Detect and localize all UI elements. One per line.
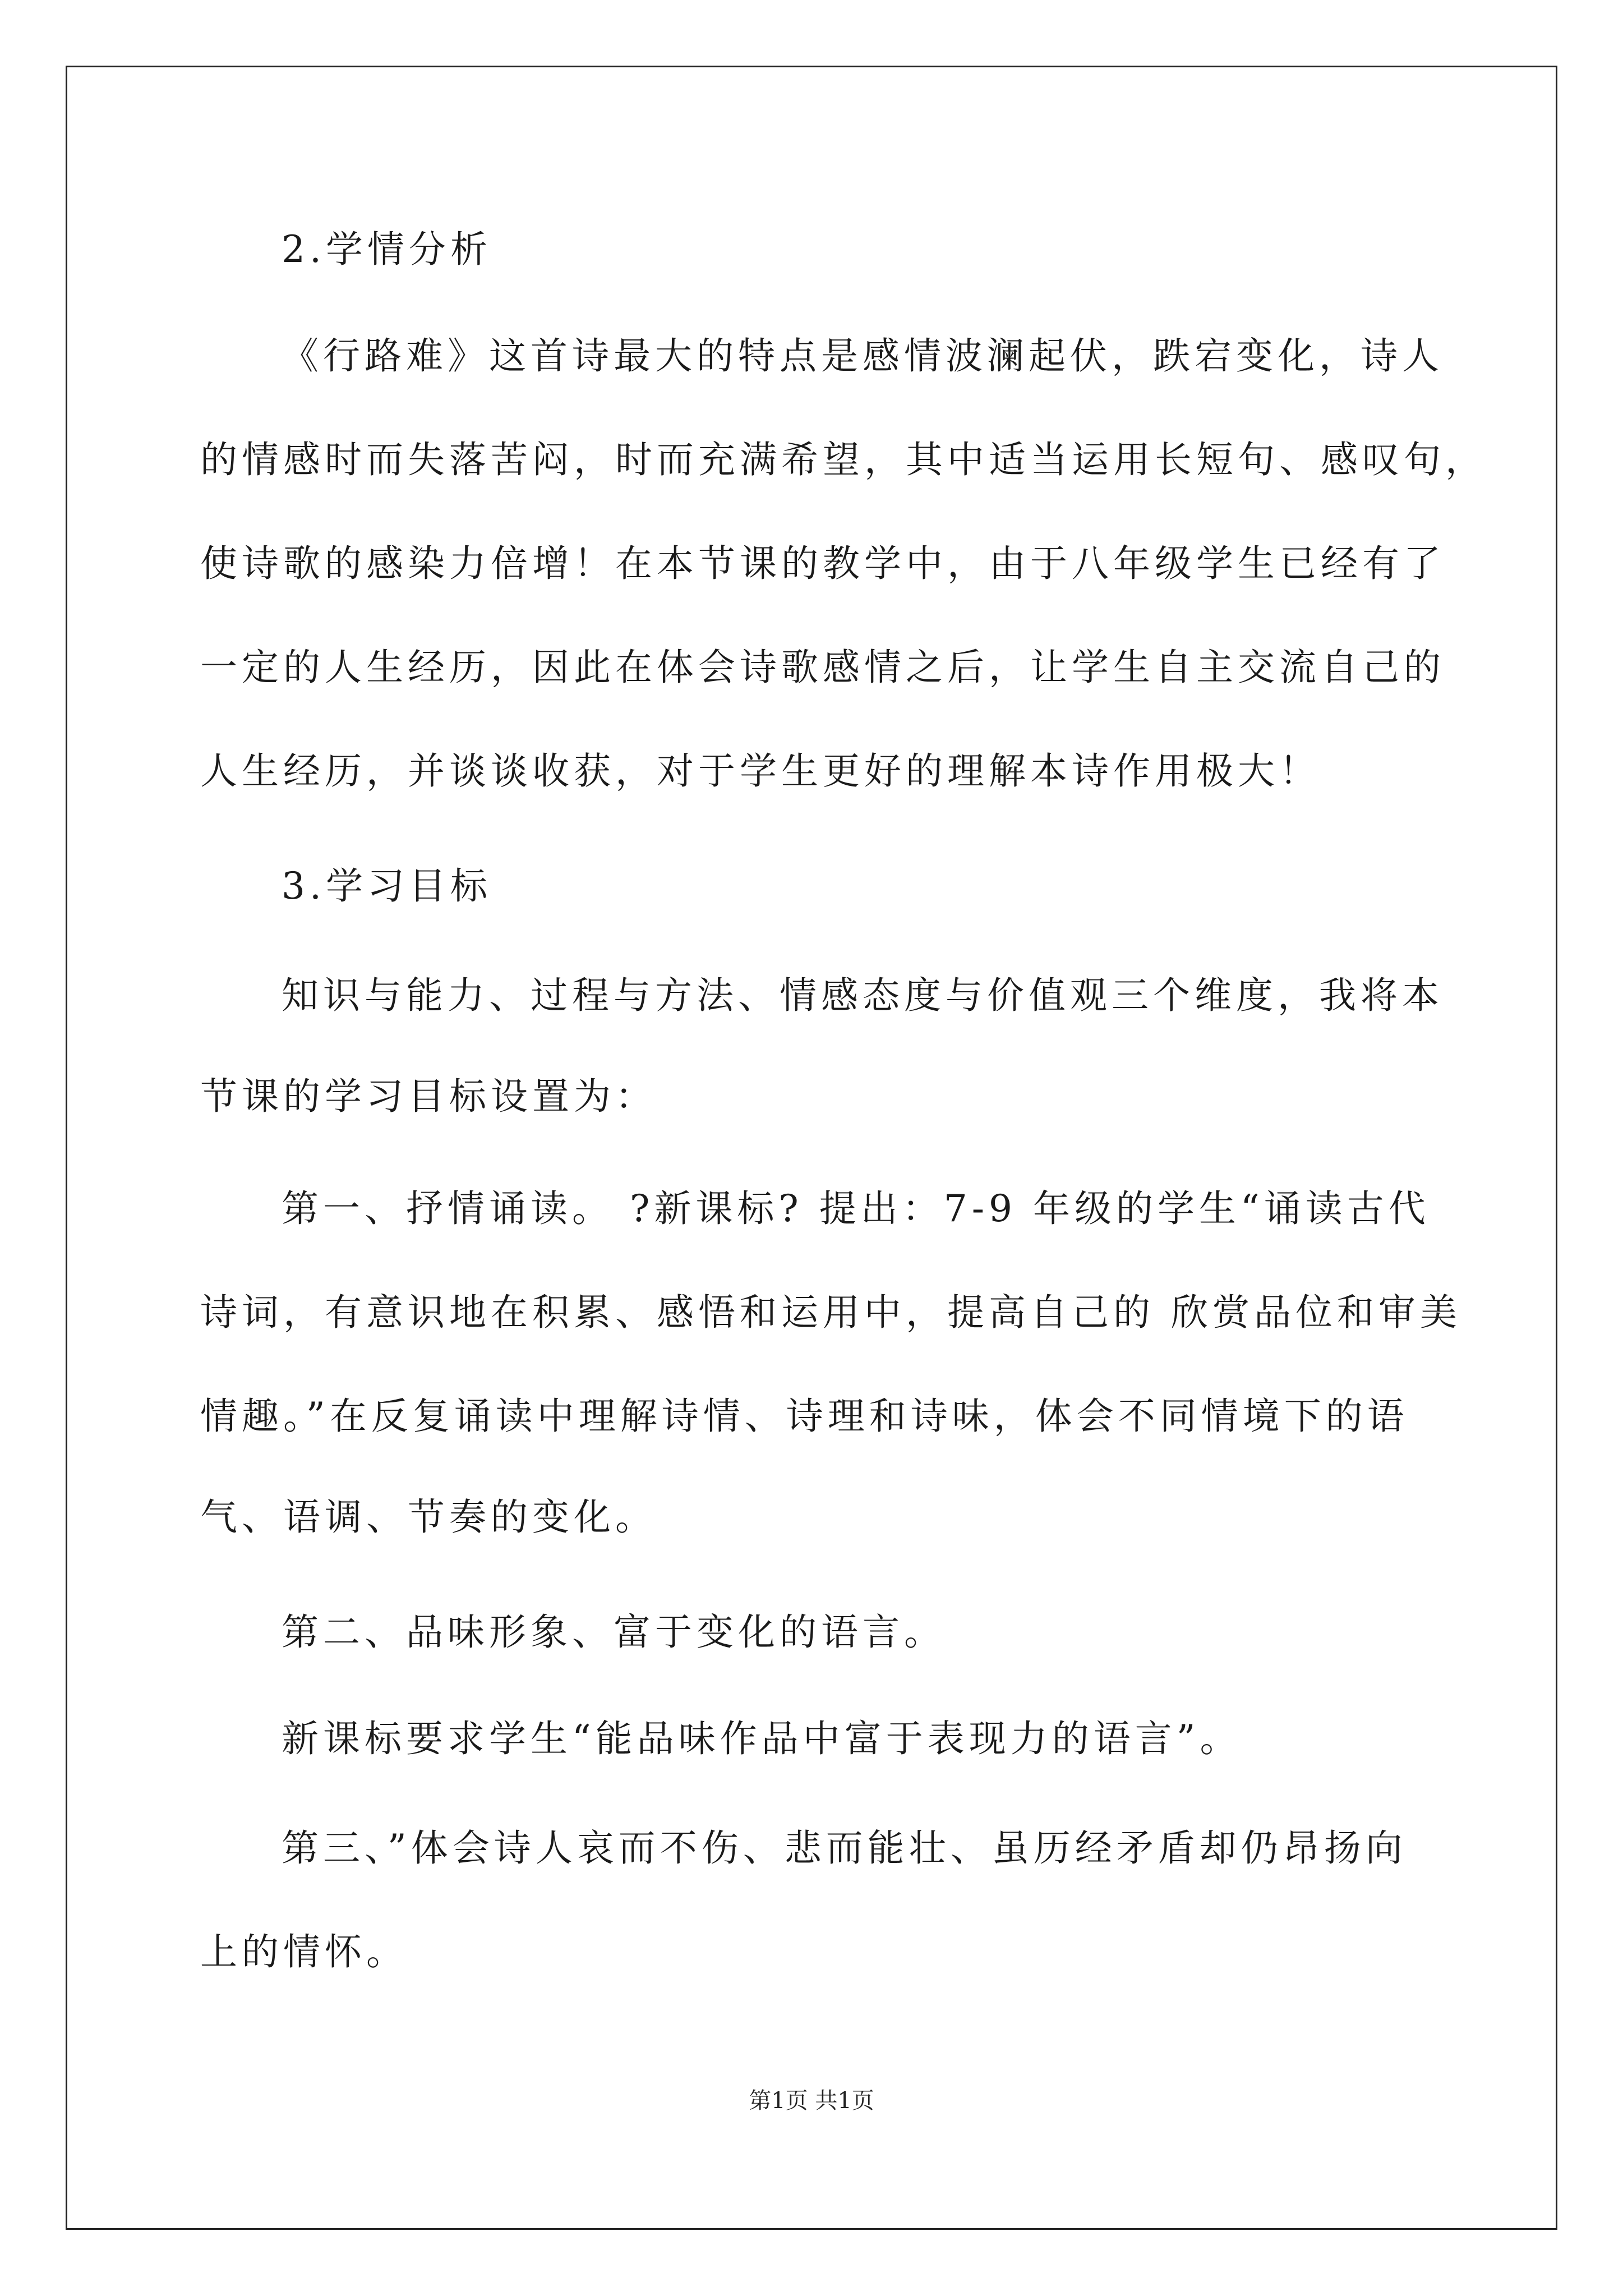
paragraph-line: 《行路难》这首诗最大的特点是感情波澜起伏，跌宕变化，诗人 — [282, 334, 1444, 378]
section-heading-analysis: 2.学情分析 — [282, 228, 492, 271]
paragraph-line: 知识与能力、过程与方法、情感态度与价值观三个维度，我将本 — [282, 974, 1444, 1017]
section-heading-objectives: 3.学习目标 — [282, 864, 492, 908]
paragraph-line: 气、语调、节奏的变化。 — [200, 1496, 657, 1539]
paragraph-line: 第二、品味形象、富于变化的语言。 — [282, 1611, 946, 1654]
paragraph-line: 第三、”体会诗人哀而不伤、悲而能壮、虽历经矛盾却仍昂扬向 — [282, 1826, 1407, 1870]
paragraph-line: 第一、抒情诵读。 ?新课标? 提出：7-9 年级的学生“诵读古代 — [282, 1187, 1430, 1230]
paragraph-line: 使诗歌的感染力倍增！在本节课的教学中，由于八年级学生已经有了 — [200, 542, 1445, 585]
paragraph-line: 新课标要求学生“能品味作品中富于表现力的语言”。 — [282, 1717, 1242, 1760]
page-border — [66, 66, 1557, 2230]
paragraph-line: 上的情怀。 — [200, 1930, 408, 1973]
paragraph-line: 人生经历，并谈谈收获，对于学生更好的理解本诗作用极大！ — [200, 749, 1321, 793]
paragraph-line: 情趣。”在反复诵读中理解诗情、诗理和诗味，体会不同情境下的语 — [200, 1395, 1409, 1438]
paragraph-line: 的情感时而失落苦闷，时而充满希望，其中适当运用长短句、感叹句， — [200, 438, 1487, 481]
page-footer: 第1页 共1页 — [749, 2088, 874, 2114]
paragraph-line: 节课的学习目标设置为： — [200, 1075, 657, 1118]
paragraph-line: 诗词，有意识地在积累、感悟和运用中，提高自己的 欣赏品位和审美 — [200, 1291, 1461, 1334]
paragraph-line: 一定的人生经历，因此在体会诗歌感情之后，让学生自主交流自己的 — [200, 646, 1445, 689]
